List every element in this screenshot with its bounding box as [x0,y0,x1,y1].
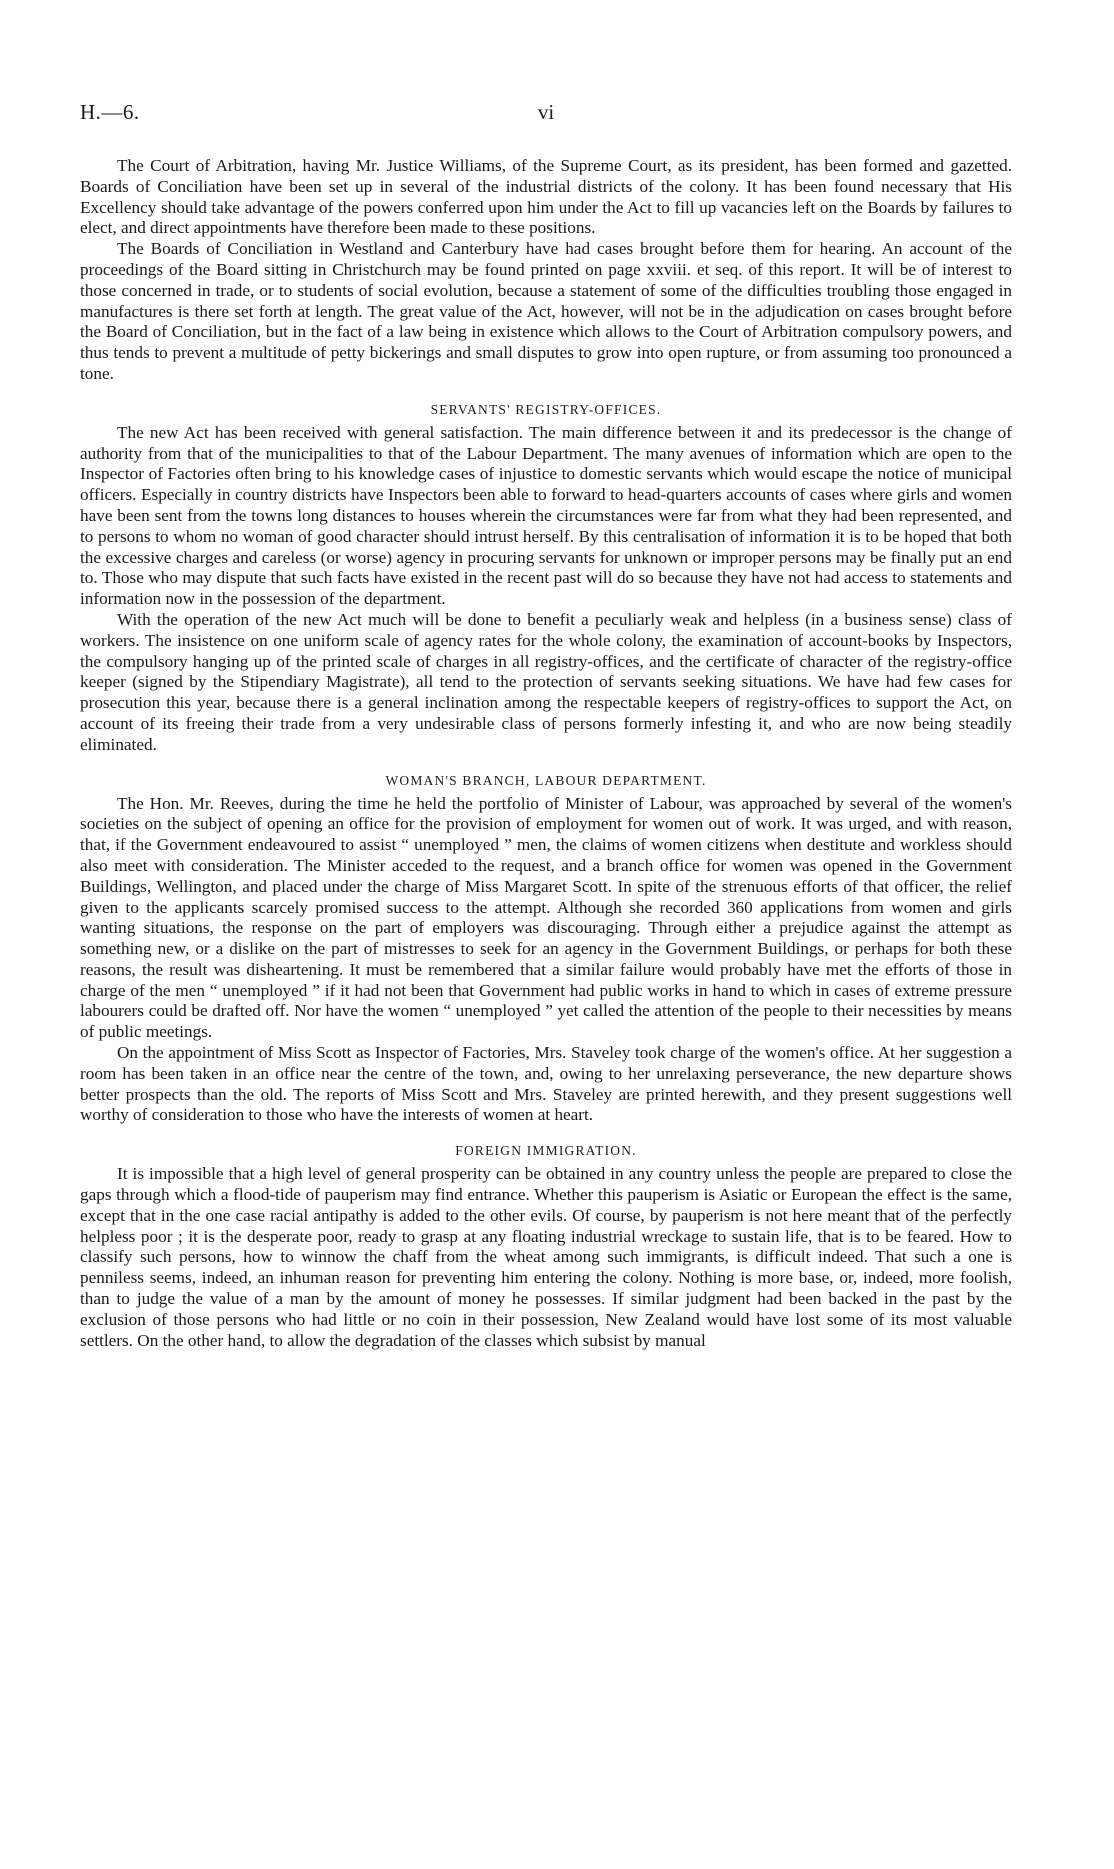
paragraph: The Court of Arbitration, having Mr. Justice Williams, of the Supreme Court, as its president, has been formed and gazetted. Boards of Conciliation have been set up in several of the industrial districts of the colony. It has been found necessary that His Excellency should take advantage of the powers conferred upon him under the Act to fill up vacancies left on the Boards by failures to elect, and direct appointments have therefore been made to these positions. [80,156,1012,238]
running-header [80,100,1012,134]
paragraph: On the appointment of Miss Scott as Inspector of Factories, Mrs. Staveley took charge of the women's office. At her suggestion a room has been taken in an office near the centre of the town, and, owing to her unrelaxing perseverance, the new departure shows better prospects than the old. The reports of Miss Scott and Mrs. Staveley are printed herewith, and they present suggestions well worthy of consideration to those who have the interests of women at heart. [80,1043,1012,1125]
paragraph: The new Act has been received with general satisfaction. The main difference between it and its predecessor is the change of authority from that of the municipalities to that of the Labour Department. The many avenues of information which are open to the Inspector of Factories often bring to his knowledge cases of injustice to domestic servants which would escape the notice of municipal officers. Especially in country districts have Inspectors been able to forward to head-quarters accounts of cases where girls and women have been sent from the towns long distances to houses wherein the circumstances were far from what they had been represented, and to persons to whom no woman of good character should intrust herself. By this centralisation of information it is to be hoped that both the excessive charges and careless (or worse) agency in procuring servants for unknown or improper persons may be finally put an end to. Those who may dispute that such facts have existed in the recent past will do so because they have not had access to statements and information now in the possession of the department. [80,422,1012,609]
paragraph: It is impossible that a high level of general prosperity can be obtained in any country unless the people are prepared to close the gaps through which a flood-tide of pauperism may find entrance. Whether this pauperism is Asiatic or European the effect is the same, except that in the one case racial antipathy is added to the other evils. Of course, by pauperism is not here meant that of the perfectly helpless poor ; it is the desperate poor, ready to grasp at any floating industrial wreckage to sustain life, that is to be feared. How to classify such persons, how to winnow the chaff from the wheat among such immigrants, is difficult indeed. That such a one is penniless seems, indeed, an inhuman reason for preventing him entering the colony. Nothing is more base, or, indeed, more foolish, than to judge the value of a man by the amount of money he possesses. If similar judgment had been backed in the past by the exclusion of those persons who had little or no coin in their possession, New Zealand would have lost some of its most valuable settlers. On the other hand, to allow the degradation of the classes which subsist by manual [80,1164,1012,1350]
section-servants-registry [80,401,1012,756]
paragraph: The Hon. Mr. Reeves, during the time he held the portfolio of Minister of Labour, was approached by several of the women's societies on the subject of opening an office for the provision of employment for women out of work. It was urged, and with reason, that, if the Government endeavoured to assist “ unemployed ” men, the claims of women citizens when destitute and workless should also meet with consideration. The Minister acceded to the request, and a branch office for women was opened in the Government Buildings, Wellington, and placed under the charge of Miss Margaret Scott. In spite of the strenuous efforts of that officer, the relief given to the applicants scarcely promised success to the attempt. Although she recorded 360 applications from women and girls wanting situations, the response on the part of employers was discouraging. Through either a prejudice against the attempt as something new, or a dislike on the part of mistresses to seek for an agency in the Government Buildings, or perhaps for both these reasons, the result was disheartening. It must be remembered that a similar failure would probably have met the efforts of those in charge of the men “ unemployed ” if it had not been that Government had public works in hand to which in cases of extreme pressure labourers could be drafted off. Nor have the women “ unemployed ” yet called the attention of the people to their necessities by means of public meetings. [80,793,1012,1042]
paragraph: With the operation of the new Act much will be done to benefit a peculiarly weak and helpless (in a business sense) class of workers. The insistence on one uniform scale of agency rates for the whole colony, the examination of account-books by Inspectors, the compulsory hanging up of the printed scale of charges in all registry-offices, and the certificate of character of the registry-office keeper (signed by the Stipendiary Magistrate), all tend to the protection of servants seeking situations. We have had few cases for prosecution this year, because there is a general inclination among the respectable keepers of registry-offices to support the Act, on account of its freeing their trade from a very undesirable class of persons formerly infesting it, and who are now being steadily eliminated. [80,609,1012,754]
section-heading: SERVANTS' REGISTRY-OFFICES. [430,401,662,417]
intro-section [80,156,1012,385]
document-reference: H.—6. [80,100,140,124]
page-number: vi [537,100,555,124]
document-page [80,100,1012,1351]
paragraph: The Boards of Conciliation in Westland and Canterbury have had cases brought before them for hearing. An account of the proceedings of the Board sitting in Christchurch may be found printed on page xxviii. et seq. of this report. It will be of interest to those concerned in trade, or to students of social evolution, because a statement of some of the difficulties troubling those engaged in manufactures is there set forth at length. The great value of the Act, however, will not be in the adjudication on cases brought before the Board of Conciliation, but in the fact of a law being in existence which allows to the Court of Arbitration compulsory powers, and thus tends to prevent a multitude of petty bickerings and small disputes to grow into open rupture, or from assuming too pronounced a tone. [80,239,1012,383]
section-heading: FOREIGN IMMIGRATION. [455,1143,637,1159]
section-womans-branch [80,772,1012,1127]
section-foreign-immigration [80,1142,1012,1351]
section-heading: WOMAN'S BRANCH, LABOUR DEPARTMENT. [385,772,707,788]
